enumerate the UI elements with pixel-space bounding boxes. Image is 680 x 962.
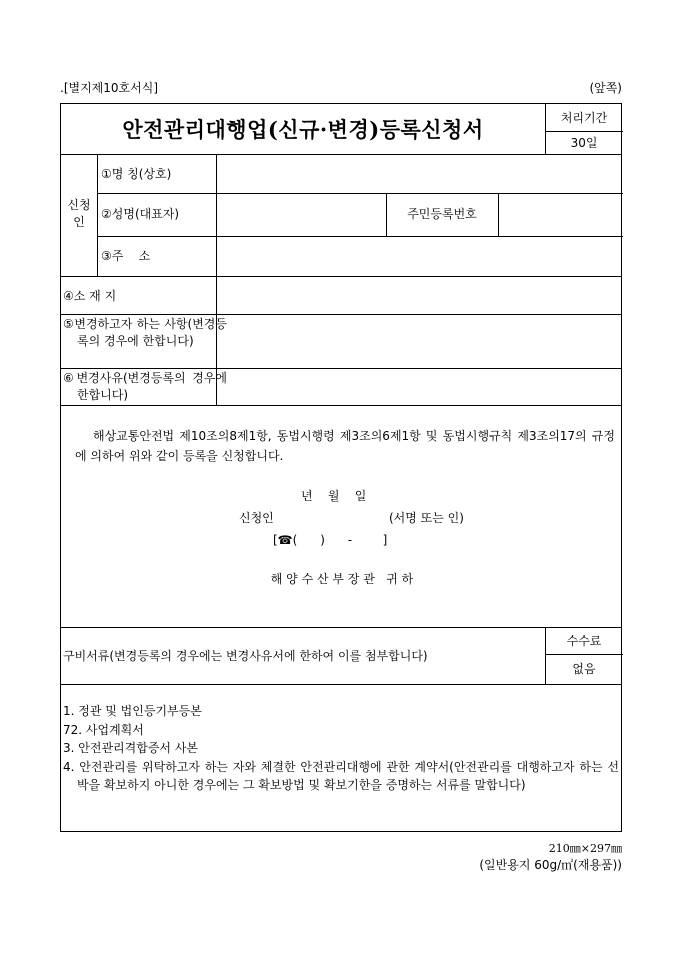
declaration-text: 해상교통안전법 제10조의8제1항, 동법시행령 제3조의6제1항 및 동법시행규칙 제3조의17의 규정에 의하여 위와 같이 등록을 신청합니다.	[75, 429, 615, 463]
address-field[interactable]	[219, 239, 619, 273]
paper-spec: (일반용지 60g/㎡(재용품))	[479, 858, 622, 872]
signature-or-seal-label: (서명 또는 인)	[389, 511, 464, 525]
applicant-sign-label: 신청인	[239, 511, 274, 525]
location-label: ④소 재 지	[63, 289, 117, 303]
paper-size: 210㎜×297㎜	[548, 842, 622, 855]
form-number: .[별지제10호서식]	[60, 81, 158, 95]
list-item: 72. 사업계획서	[63, 722, 144, 737]
required-documents-label: 구비서류(변경등록의 경우에는 변경사유서에 한하여 이를 첨부합니다)	[63, 649, 428, 663]
processing-period-value: 30일	[570, 136, 598, 150]
location-field[interactable]	[219, 279, 619, 311]
change-items-label: ⑤변경하고자 하는 사항(변경등록의 경우에 한합니다)	[63, 317, 227, 348]
phone-number-line: [☎( ) - ]	[273, 533, 388, 547]
list-item: 1. 정관 및 법인등기부등본	[63, 704, 202, 718]
resident-number-label: 주민등록번호	[407, 207, 477, 221]
change-items-field[interactable]	[219, 317, 619, 365]
date-line: 년 월 일	[301, 489, 367, 503]
processing-period-label: 처리기간	[560, 111, 608, 125]
fee-value: 없음	[572, 662, 596, 676]
addressee: 해 양 수 산 부 장 관 귀 하	[270, 572, 414, 586]
change-reason-label: ⑥변경사유(변경등록의 경우에 한합니다)	[63, 371, 227, 402]
applicant-group-label: 신청인	[67, 198, 91, 229]
form-title: 안전관리대행업(신규·변경)등록신청서	[122, 117, 484, 142]
address-label: ③주 소	[101, 249, 151, 263]
representative-name-field[interactable]	[219, 196, 383, 233]
list-item: 3. 안전관리격합증서 사본	[63, 741, 198, 755]
list-item: 4. 안전관리를 위탁하고자 하는 자와 체결한 안전관리대행에 관한 계약서(안전관리를 대행하고자 하는 선박을 확보하지 아니한 경우에는 그 확보방법 및 확보기한을 증명하는 서류를 말합니다)	[63, 759, 619, 792]
page-side-label: (앞쪽)	[589, 81, 622, 95]
company-name-label: ①명 칭(상호)	[101, 167, 172, 181]
change-reason-field[interactable]	[219, 371, 619, 402]
representative-name-label: ②성명(대표자)	[101, 207, 180, 221]
resident-number-field[interactable]	[501, 196, 619, 233]
fee-label: 수수료	[566, 634, 602, 648]
required-documents-list	[63, 702, 619, 795]
application-form	[60, 103, 622, 832]
company-name-field[interactable]	[219, 157, 619, 190]
